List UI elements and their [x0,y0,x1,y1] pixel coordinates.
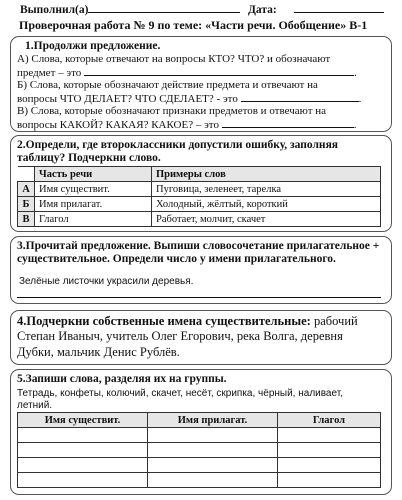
table-cell[interactable] [278,443,381,458]
row-part: Глагол [35,212,152,227]
row-examples[interactable]: Пуговица, зеленеет, тарелка [152,182,381,197]
column-header-adjectives: Имя прилагат. [148,413,278,428]
table-header-row [18,413,381,428]
table-cell[interactable] [148,443,278,458]
row-letter: В [18,212,35,227]
table-row [18,182,381,197]
task2-table [17,166,381,227]
table-row [18,458,381,473]
task4-box [10,310,392,365]
task5-box [10,369,392,495]
row-examples[interactable]: Холодный, жёлтый, короткий [152,197,381,212]
table-row [18,443,381,458]
table-cell[interactable] [18,473,148,488]
column-header-examples: Примеры слов [152,167,381,182]
table-corner [18,167,35,182]
task5-table [17,412,381,488]
table-header-row [18,167,381,182]
task4-line1 [17,314,358,328]
table-row [18,428,381,443]
task5-title: 5.Запиши слова, разделяя их на группы. [17,373,227,385]
column-header-verbs: Глагол [278,413,381,428]
task1-b-line1: Б) Слова, которые обозначают действие предмета и отвечают на [17,79,318,91]
task4-line1-rest[interactable]: рабочий [313,314,358,328]
task1-c-line2: вопросы КАКОЙ? КАКАЯ? КАКОЕ? – это . [17,119,357,131]
table-cell[interactable] [278,473,381,488]
task3-sentence: Зелёные листочки украсили деревья. [19,276,194,287]
row-examples[interactable]: Работает, молчит, скачет [152,212,381,227]
table-cell[interactable] [18,458,148,473]
task1-b-text: вопросы ЧТО ДЕЛАЕТ? ЧТО СДЕЛАЕТ? - это [17,93,238,105]
task1-box [10,36,392,132]
row-letter: Б [18,197,35,212]
row-part: Имя существит. [35,182,152,197]
table-row [18,212,381,227]
table-row [18,473,381,488]
task1-title: 1.Продолжи предложение. [25,40,161,52]
task4-line2[interactable]: Степан Иваныч, учитель Олег Егорович, река Волга, деревня [17,329,343,343]
table-cell[interactable] [278,428,381,443]
task1-b-line2: вопросы ЧТО ДЕЛАЕТ? ЧТО СДЕЛАЕТ? - это . [17,93,362,105]
task1-b-blank[interactable] [241,92,359,102]
task3-box [10,236,392,304]
task2-box [10,135,392,232]
task1-a-text: предмет – это [17,67,82,79]
task2-title-line1: 2.Определи, где второклассники допустили ошибку, заполняя [17,139,339,151]
task2-title-line2: таблицу? Подчеркни слово. [17,152,161,164]
performed-by [20,2,240,16]
date-label: Дата: [248,4,277,16]
table-cell[interactable] [18,428,148,443]
table-cell[interactable] [18,443,148,458]
task3-answer-line[interactable] [17,297,381,298]
task1-c-text: вопросы КАКОЙ? КАКАЯ? КАКОЕ? – это [17,119,219,131]
table-cell[interactable] [148,458,278,473]
page-title: Проверочная работа № 9 по теме: «Части речи. Обобщение» В-1 [19,18,368,32]
row-part: Имя прилагат. [35,197,152,212]
name-blank[interactable] [88,2,240,13]
task3-title-line2: существительное. Определи число у имени прилагательного. [17,253,336,265]
date-blank[interactable] [294,2,384,13]
task1-a-line1: А) Слова, которые отвечают на вопросы КТО? ЧТО? и обозначают [17,53,331,65]
task3-title-line1: 3.Прочитай предложение. Выпиши словосочетание прилагательное + [17,240,380,252]
task1-c-blank[interactable] [222,118,354,128]
table-cell[interactable] [148,428,278,443]
table-row [18,197,381,212]
task1-a-blank[interactable] [84,66,354,76]
column-header-nouns: Имя существит. [18,413,148,428]
date [248,2,384,16]
row-letter: А [18,182,35,197]
column-header-part: Часть речи [35,167,152,182]
table-cell[interactable] [148,473,278,488]
task1-a-line2: предмет – это . [17,67,357,79]
performed-by-label: Выполнил(а) [20,4,89,16]
task1-c-line1: В) Слова, которые обозначают признаки предметов и отвечают на [17,105,327,117]
task4-title: 4.Подчеркни собственные имена существительные: [17,314,311,328]
task4-line3[interactable]: Дубки, мальчик Денис Рублёв. [17,345,180,359]
task5-words-line2: летний. [17,400,53,411]
task5-words-line1: Тетрадь, конфеты, колючий, скачет, несёт, скрипка, чёрный, наливает, [17,388,343,399]
table-cell[interactable] [278,458,381,473]
